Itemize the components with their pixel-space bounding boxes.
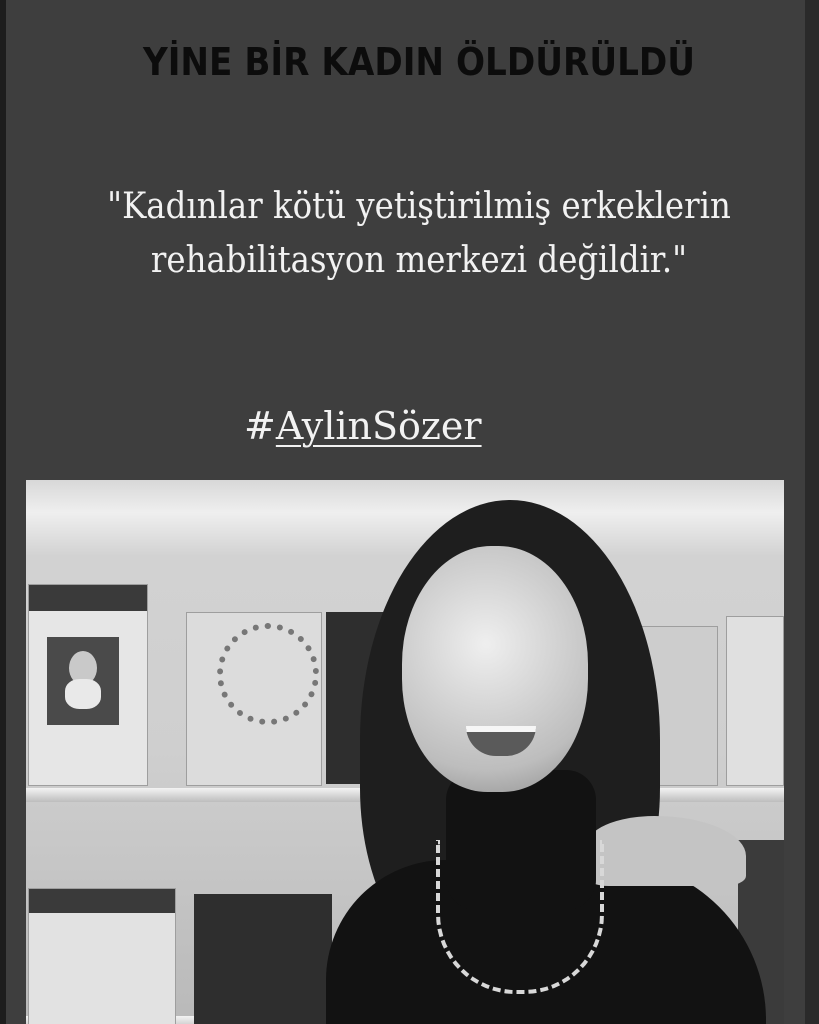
book-patterned bbox=[186, 612, 322, 786]
hashtag-symbol: # bbox=[244, 404, 276, 448]
quote bbox=[64, 180, 775, 288]
memorial-photo bbox=[26, 480, 784, 1024]
necklace bbox=[436, 840, 604, 994]
headline: YİNE BİR KADIN ÖLDÜRÜLDÜ bbox=[142, 40, 696, 84]
hashtag-link[interactable]: AylinSözer bbox=[275, 404, 482, 448]
book-lower-left bbox=[28, 888, 176, 1024]
hashtag[interactable] bbox=[244, 404, 482, 448]
quote-line-1: "Kadınlar kötü yetiştirilmiş erkeklerin bbox=[107, 186, 731, 227]
book-portrait bbox=[28, 584, 148, 786]
book-right-2 bbox=[726, 616, 784, 786]
shoulder bbox=[586, 816, 746, 886]
right-frame-edge bbox=[805, 0, 819, 1024]
book-lower-dark bbox=[194, 894, 332, 1024]
left-frame-edge bbox=[0, 0, 6, 1024]
quote-line-2: rehabilitasyon merkezi değildir." bbox=[150, 240, 688, 281]
